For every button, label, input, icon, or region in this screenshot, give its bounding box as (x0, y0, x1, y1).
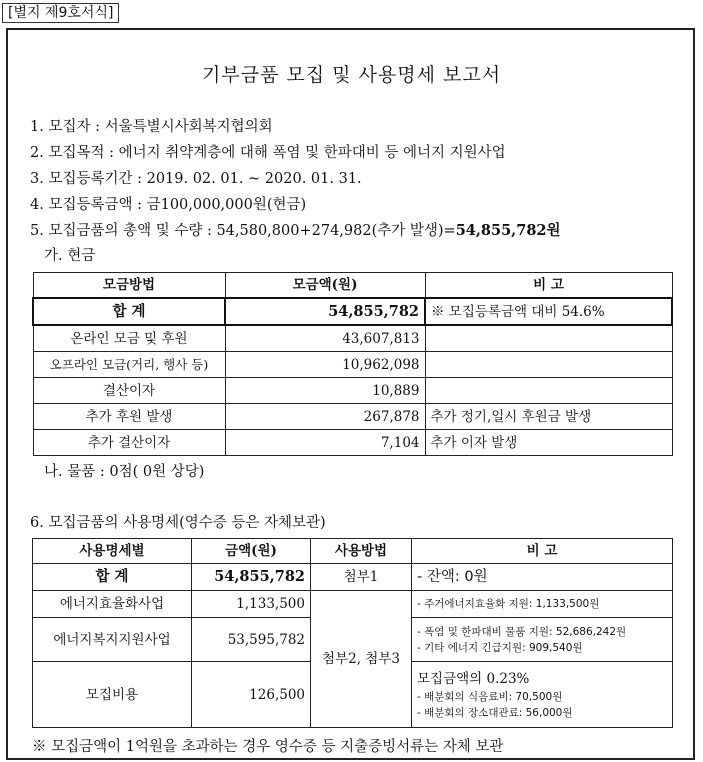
form-number-tag: [별지 제9호서식] (2, 3, 119, 23)
cash-method: 추가 결산이자 (33, 430, 225, 456)
total-amount-value: 54,855,782원 (455, 222, 561, 239)
table-row (33, 591, 673, 618)
collector-line: 1. 모집자 : 서울특별시사회복지협의회 (30, 119, 273, 135)
usage-note-line: - 기타 에너지 긴급지원: 909,540원 (417, 641, 583, 654)
usage-item: 에너지복지지원사업 (33, 618, 192, 662)
cash-table (32, 272, 673, 456)
usage-note-main: 모집금액의 0.23% (417, 670, 530, 687)
cash-amount: 267,878 (225, 404, 425, 430)
cash-heading: 가. 현금 (44, 248, 96, 264)
table-row (33, 352, 672, 378)
usage-note-line: - 배분회의 식음료비: 70,500원 (417, 690, 563, 703)
goods-line: 나. 물품 : 0점( 0원 상당) (44, 464, 205, 480)
cash-amount: 43,607,813 (225, 325, 425, 352)
header-note: 비 고 (412, 539, 673, 564)
purpose-line: 2. 모집목적 : 에너지 취약계층에 대해 폭염 및 한파대비 등 에너지 지원사업 (30, 145, 506, 161)
cash-method: 오프라인 모금(거리, 행사 등) (33, 352, 225, 378)
usage-total-method: 첨부1 (311, 564, 412, 591)
usage-note (412, 662, 673, 728)
header-method: 모금방법 (33, 273, 225, 299)
footnote: ※ 모집금액이 1억원을 초과하는 경우 영수증 등 지출증빙서류는 자체 보관 (32, 739, 504, 755)
cash-note (425, 352, 672, 378)
usage-item: 모집비용 (33, 662, 192, 728)
cash-amount: 10,889 (225, 378, 425, 404)
cash-table-header (33, 273, 672, 299)
usage-amount: 126,500 (192, 662, 311, 728)
usage-amount: 53,595,782 (192, 618, 311, 662)
cash-total-amount: 54,855,782 (225, 298, 425, 325)
usage-table-header (33, 539, 673, 564)
usage-note-line: - 배분회의 장소대관료: 56,000원 (417, 706, 573, 719)
usage-total-label: 합 계 (33, 564, 192, 591)
header-amount: 금액(원) (192, 539, 311, 564)
usage-note: - 주거에너지효율화 지원: 1,133,500원 (412, 591, 673, 618)
cash-note: 추가 정기,일시 후원금 발생 (425, 404, 672, 430)
usage-total-amount: 54,855,782 (192, 564, 311, 591)
cash-amount: 7,104 (225, 430, 425, 456)
usage-shared-method: 첨부2, 첨부3 (311, 591, 412, 728)
registered-amount-line: 4. 모집등록금액 : 금100,000,000원(현금) (30, 197, 307, 213)
usage-item: 에너지효율화사업 (33, 591, 192, 618)
header-method: 사용방법 (311, 539, 412, 564)
header-note: 비 고 (425, 273, 672, 299)
usage-note (412, 618, 673, 662)
cash-method: 결산이자 (33, 378, 225, 404)
document-title: 기부금품 모집 및 사용명세 보고서 (201, 64, 502, 86)
cash-amount: 10,962,098 (225, 352, 425, 378)
usage-total-note: - 잔액: 0원 (412, 564, 673, 591)
cash-total-label: 합 계 (33, 298, 225, 325)
cash-total-row (33, 298, 672, 325)
cash-method: 온라인 모금 및 후원 (33, 325, 225, 352)
table-row (33, 325, 672, 352)
usage-note-line: - 폭염 및 한파대비 물품 지원: 52,686,242원 (417, 625, 627, 638)
period-line: 3. 모집등록기간 : 2019. 02. 01. ~ 2020. 01. 31. (30, 171, 362, 187)
header-amount: 모금액(원) (225, 273, 425, 299)
cash-note (425, 325, 672, 352)
header-item: 사용명세별 (33, 539, 192, 564)
table-row (33, 430, 672, 456)
usage-total-row (33, 564, 673, 591)
usage-table (32, 538, 673, 728)
usage-amount: 1,133,500 (192, 591, 311, 618)
table-row (33, 378, 672, 404)
cash-note: 추가 이자 발생 (425, 430, 672, 456)
table-row (33, 404, 672, 430)
cash-note (425, 378, 672, 404)
cash-total-note: ※ 모집등록금액 대비 54.6% (425, 298, 672, 325)
total-amount-line (30, 221, 561, 241)
usage-heading: 6. 모집금품의 사용명세(영수증 등은 자체보관) (30, 515, 326, 531)
cash-method: 추가 후원 발생 (33, 404, 225, 430)
total-amount-prefix: 5. 모집금품의 총액 및 수량 : 54,580,800+274,982(추가 발생)= (30, 223, 456, 239)
